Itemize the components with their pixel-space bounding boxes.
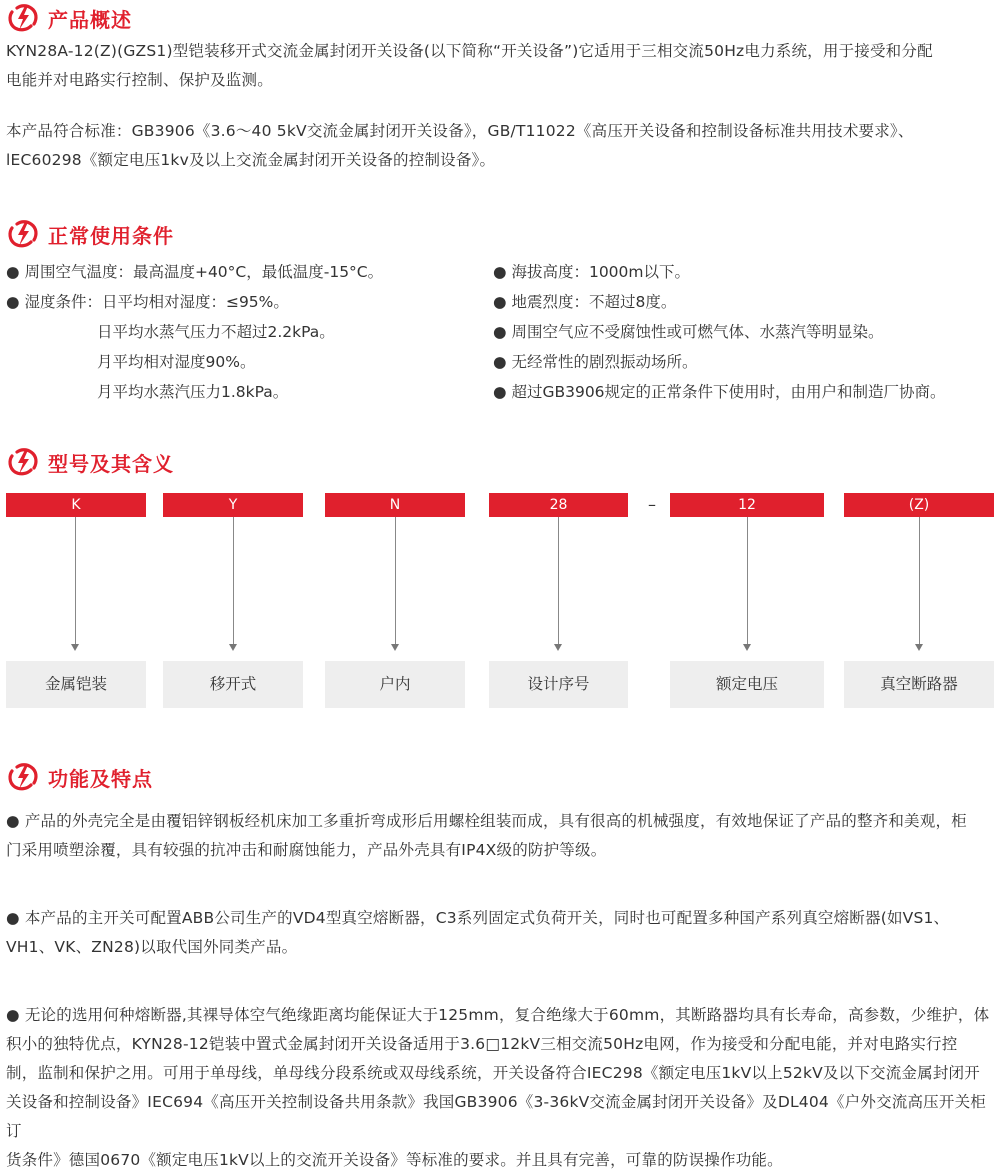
section-header-model: [6, 446, 174, 478]
condition-item: ● 超过GB3906规定的正常条件下使用时，由用户和制造厂协商。: [493, 383, 946, 401]
arrow-down-icon: [554, 644, 562, 651]
condition-item: ● 湿度条件：日平均相对湿度：≤95%。: [6, 293, 289, 311]
connector-line: [747, 517, 748, 646]
section-header-features: [6, 761, 153, 793]
model-code-k: K: [6, 493, 146, 517]
section-title: 产品概述: [48, 7, 132, 32]
text-line: 本产品符合标准：GB3906《3.6～40 5kV交流金属封闭开关设备》，GB/T11022《高压开关设备和控制设备标准共用技术要求》、: [6, 122, 914, 140]
connector-line: [395, 517, 396, 646]
feature-paragraph-3: [6, 1001, 994, 1175]
arrow-down-icon: [743, 644, 751, 651]
lightning-swirl-icon: [6, 446, 40, 478]
arrow-down-icon: [915, 644, 923, 651]
text-line: 货条件》德国0670《额定电压1kV以上的交流开关设备》等标准的要求。并且具有完善，可靠的防误操作功能。: [6, 1151, 783, 1169]
condition-item: ● 周围空气温度：最高温度+40°C，最低温度-15°C。: [6, 263, 384, 281]
section-header-conditions: [6, 218, 174, 250]
text-line: VH1、VK、ZN28)以取代国外同类产品。: [6, 938, 298, 956]
condition-item: ● 无经常性的剧烈振动场所。: [493, 353, 698, 371]
model-code-z: (Z): [844, 493, 994, 517]
arrow-down-icon: [391, 644, 399, 651]
text-line: lEC60298《额定电压1kv及以上交流金属封闭开关设备的控制设备》。: [6, 151, 496, 169]
lightning-swirl-icon: [6, 2, 40, 34]
condition-item: ● 地震烈度：不超过8度。: [493, 293, 677, 311]
conditions-right-list: [493, 257, 946, 407]
section-header-overview: [6, 2, 132, 34]
text-line: 关设备和控制设备》IEC694《高压开关控制设备共用条款》我国GB3906《3-36kV交流金属封闭开关设备》及DL404《户外交流高压开关柜订: [6, 1093, 986, 1140]
arrow-down-icon: [71, 644, 79, 651]
text-line: 门采用喷塑涂覆，具有较强的抗冲击和耐腐蚀能力，产品外壳具有IP4X级的防护等级。: [6, 841, 607, 859]
lightning-swirl-icon: [6, 218, 40, 250]
connector-line: [75, 517, 76, 646]
model-meaning-rated-voltage: 额定电压: [670, 661, 824, 708]
model-code-dash: –: [648, 495, 656, 514]
model-meaning-metal-armored: 金属铠装: [6, 661, 146, 708]
text-line: ● 无论的选用何种熔断器,其裸导体空气绝缘距离均能保证大于125mm，复合绝缘大于60mm，其断路器均具有长寿命，高参数，少维护，体: [6, 1006, 990, 1024]
condition-item: ● 周围空气应不受腐蚀性或可燃气体、水蒸汽等明显染。: [493, 323, 884, 341]
condition-item: 月平均相对湿度90%。: [97, 353, 256, 371]
overview-paragraph-2: [6, 117, 994, 175]
section-title: 正常使用条件: [48, 223, 174, 248]
overview-paragraph-1: [6, 37, 994, 95]
model-code-12: 12: [670, 493, 824, 517]
condition-item: 月平均水蒸汽压力1.8kPa。: [97, 383, 289, 401]
section-title: 功能及特点: [48, 766, 153, 791]
conditions-left-list: [6, 257, 383, 407]
arrow-down-icon: [229, 644, 237, 651]
condition-item: 日平均水蒸气压力不超过2.2kPa。: [97, 323, 335, 341]
text-line: 积小的独特优点，KYN28-12铠装中置式金属封闭开关设备适用于3.6□12kV三相交流50Hz电网，作为接受和分配电能，并对电路实行控: [6, 1035, 958, 1053]
feature-paragraph-1: [6, 807, 994, 865]
condition-item: ● 海拔高度：1000m以下。: [493, 263, 690, 281]
connector-line: [558, 517, 559, 646]
text-line: KYN28A-12(Z)(GZS1)型铠装移开式交流金属封闭开关设备(以下简称“开关设备”)它适用于三相交流50Hz电力系统，用于接受和分配: [6, 42, 933, 60]
model-code-28: 28: [489, 493, 628, 517]
connector-line: [919, 517, 920, 646]
feature-paragraph-2: [6, 904, 994, 962]
text-line: 制，监制和保护之用。可用于单母线，单母线分段系统或双母线系统，开关设备符合IEC298《额定电压1kV以上52kV及以下交流金属封闭开: [6, 1064, 980, 1082]
model-meaning-vacuum-breaker: 真空断路器: [844, 661, 994, 708]
model-code-y: Y: [163, 493, 303, 517]
text-line: 电能并对电路实行控制、保护及监测。: [6, 71, 273, 89]
text-line: ● 本产品的主开关可配置ABB公司生产的VD4型真空熔断器，C3系列固定式负荷开关，同时也可配置多种国产系列真空熔断器(如VS1、: [6, 909, 950, 927]
model-meaning-design-number: 设计序号: [489, 661, 628, 708]
text-line: ● 产品的外壳完全是由覆铝锌钢板经机床加工多重折弯成形后用螺栓组装而成，具有很高的机械强度，有效地保证了产品的整齐和美观，柜: [6, 812, 967, 830]
connector-line: [233, 517, 234, 646]
model-meaning-withdrawable: 移开式: [163, 661, 303, 708]
model-code-n: N: [325, 493, 465, 517]
section-title: 型号及其含义: [48, 451, 174, 476]
model-meaning-indoor: 户内: [325, 661, 465, 708]
lightning-swirl-icon: [6, 761, 40, 793]
